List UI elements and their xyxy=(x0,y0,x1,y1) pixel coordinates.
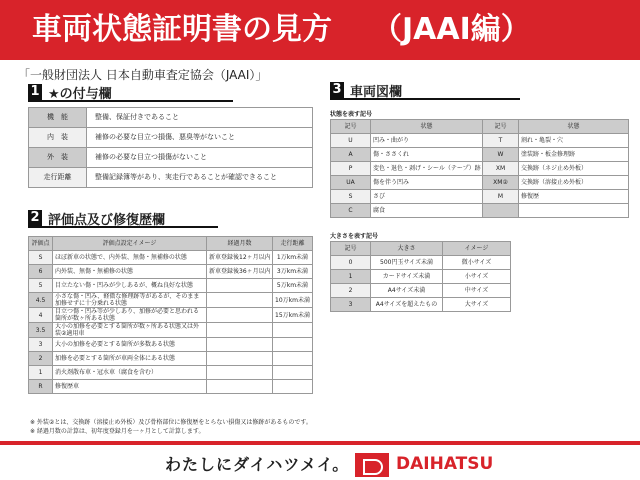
table-cell: S xyxy=(29,251,53,265)
table-cell: 変色・退色・剥げ・シール（テープ）跡 xyxy=(371,162,483,176)
star-table xyxy=(28,107,313,188)
size-symbols-table xyxy=(330,241,511,312)
table-cell: 大小の加修を必要とする箇所が多数ある状態 xyxy=(53,338,207,352)
table-cell xyxy=(207,279,273,293)
table-cell xyxy=(273,338,313,352)
table-row xyxy=(29,128,313,148)
section-number: 3 xyxy=(330,82,344,98)
table-cell: A xyxy=(331,148,371,162)
table-cell: 凹み・曲がり xyxy=(371,134,483,148)
table-row xyxy=(331,162,629,176)
table-cell: W xyxy=(483,148,519,162)
table-cell: S xyxy=(331,190,371,204)
column-header: 経過月数 xyxy=(207,237,273,251)
table-cell: 500円玉サイズ未満 xyxy=(371,256,443,270)
column-header: 大きさ xyxy=(371,242,443,256)
table-cell: 交換跡（ネジ止め外板） xyxy=(519,162,629,176)
table-cell: A4サイズ未満 xyxy=(371,284,443,298)
row-value: 整備、保証付きであること xyxy=(87,108,313,128)
table-cell: U xyxy=(331,134,371,148)
table-cell xyxy=(207,308,273,323)
table-cell: 10万km未満 xyxy=(273,293,313,308)
table-cell xyxy=(207,366,273,380)
table-row xyxy=(29,338,313,352)
organization: 「一般財団法人 日本自動車査定協会（JAAI）」 xyxy=(18,68,268,82)
brand-name: DAIHATSU xyxy=(396,454,494,474)
table-cell: 3万km未満 xyxy=(273,265,313,279)
table-row xyxy=(29,265,313,279)
daihatsu-logo-icon xyxy=(355,453,389,477)
table-cell: 4.5 xyxy=(29,293,53,308)
table-row xyxy=(331,176,629,190)
table-cell xyxy=(519,204,629,218)
table-cell xyxy=(207,338,273,352)
table-cell: 目立たない傷・凹みが少しあるが、概ね良好な状態 xyxy=(53,279,207,293)
column-header: 評価点設定イメージ xyxy=(53,237,207,251)
row-label: 走行距離 xyxy=(29,168,87,188)
table-row xyxy=(331,204,629,218)
table-cell xyxy=(483,204,519,218)
table-cell: 塗装跡・板金修理跡 xyxy=(519,148,629,162)
table-cell: 3 xyxy=(29,338,53,352)
table-cell: 2 xyxy=(331,284,371,298)
row-value: 補修の必要な目立つ損傷、悪臭等がないこと xyxy=(87,128,313,148)
table-cell: UA xyxy=(331,176,371,190)
column-header: 走行距離 xyxy=(273,237,313,251)
table-cell: 1万km未満 xyxy=(273,251,313,265)
table-cell: 傷・ささくれ xyxy=(371,148,483,162)
divider xyxy=(0,441,640,445)
table-cell: 消火剤散布車・冠水車（腐食を含む） xyxy=(53,366,207,380)
table-cell: P xyxy=(331,162,371,176)
table-cell: 内外装、無傷・無補修の状態 xyxy=(53,265,207,279)
table-cell: 0 xyxy=(331,256,371,270)
table-cell: 4 xyxy=(29,308,53,323)
table-row xyxy=(29,308,313,323)
section-title: 評価点及び修復歴欄 xyxy=(48,212,166,228)
section-title: ★の付与欄 xyxy=(48,86,112,102)
table-cell xyxy=(207,352,273,366)
table-cell: M xyxy=(483,190,519,204)
table-cell: 大サイズ xyxy=(443,298,511,312)
table-cell: ほぼ新車の状態で、内外装、無傷・無補修の状態 xyxy=(53,251,207,265)
footnotes xyxy=(30,418,312,436)
table-cell: 5万km未満 xyxy=(273,279,313,293)
table-row xyxy=(29,108,313,128)
column-header: イメージ xyxy=(443,242,511,256)
header-row xyxy=(29,237,313,251)
table-row xyxy=(331,148,629,162)
table-cell: 割れ・亀裂・穴 xyxy=(519,134,629,148)
table-cell: 大小の加修を必要とする箇所が数ヶ所ある状態又は外装②適用車 xyxy=(53,323,207,338)
section-title: 車両図欄 xyxy=(350,84,403,100)
section2-heading xyxy=(28,210,218,228)
column-header: 状態 xyxy=(519,120,629,134)
row-label: 内 装 xyxy=(29,128,87,148)
section-number: 1 xyxy=(28,84,42,100)
table-row xyxy=(331,190,629,204)
table-cell xyxy=(273,352,313,366)
state-symbols-label: 状態を表す記号 xyxy=(330,111,373,118)
row-label: 機 能 xyxy=(29,108,87,128)
table-cell: 新車登録後36ヶ月以内 xyxy=(207,265,273,279)
size-symbols-label: 大きさを表す記号 xyxy=(330,233,379,240)
section-number: 2 xyxy=(28,210,42,226)
page-subtitle: （JAAI編） xyxy=(372,12,531,47)
table-cell xyxy=(207,293,273,308)
table-row xyxy=(331,298,511,312)
row-value: 整備記録簿等があり、実走行であることが確認できること xyxy=(87,168,313,188)
table-cell: T xyxy=(483,134,519,148)
table-cell: 3 xyxy=(331,298,371,312)
section1-heading xyxy=(28,84,233,102)
table-cell: C xyxy=(331,204,371,218)
table-cell: 小サイズ xyxy=(443,270,511,284)
table-cell xyxy=(273,366,313,380)
table-row xyxy=(29,323,313,338)
table-cell: 加修を必要とする箇所が車両全体にある状態 xyxy=(53,352,207,366)
table-cell: XM② xyxy=(483,176,519,190)
section3-heading xyxy=(330,82,520,100)
table-cell: 交換跡（溶接止め外板） xyxy=(519,176,629,190)
table-cell xyxy=(273,380,313,394)
table-row xyxy=(29,352,313,366)
column-header: 状態 xyxy=(371,120,483,134)
table-cell: 修復歴車 xyxy=(53,380,207,394)
table-cell: カードサイズ未満 xyxy=(371,270,443,284)
row-value: 補修の必要な目立つ損傷がないこと xyxy=(87,148,313,168)
table-row xyxy=(29,293,313,308)
footnote: ※ 外装②とは、交換跡（溶接止め外板）及び骨格部位に修復歴をとらない損傷又は修跡があるものです。 xyxy=(30,419,312,426)
table-cell: 腐食 xyxy=(371,204,483,218)
table-cell: さび xyxy=(371,190,483,204)
table-cell: A4サイズを超えたもの xyxy=(371,298,443,312)
table-cell xyxy=(273,323,313,338)
table-row xyxy=(331,256,511,270)
table-cell xyxy=(207,380,273,394)
table-row xyxy=(29,366,313,380)
table-cell: 微小サイズ xyxy=(443,256,511,270)
table-cell: 6 xyxy=(29,265,53,279)
table-cell: 1 xyxy=(29,366,53,380)
footnote: ※ 経過月数の計算は、初年度登録月を一ヶ月として計算します。 xyxy=(30,428,205,435)
table-row xyxy=(29,380,313,394)
title-banner xyxy=(0,0,640,60)
table-row xyxy=(29,148,313,168)
table-row xyxy=(331,284,511,298)
table-cell: 中サイズ xyxy=(443,284,511,298)
table-cell: 3.5 xyxy=(29,323,53,338)
column-header: 評価点 xyxy=(29,237,53,251)
table-cell: 5 xyxy=(29,279,53,293)
table-cell xyxy=(207,323,273,338)
table-row xyxy=(331,134,629,148)
table-row xyxy=(29,279,313,293)
table-cell: 傷を伴う凹み xyxy=(371,176,483,190)
table-cell: 2 xyxy=(29,352,53,366)
table-row xyxy=(29,168,313,188)
table-row xyxy=(331,270,511,284)
evaluation-table xyxy=(28,236,313,394)
column-header: 記号 xyxy=(331,120,371,134)
table-row xyxy=(29,251,313,265)
slogan-logo: わたしにダイハツメイ。 xyxy=(165,455,350,474)
table-cell: XM xyxy=(483,162,519,176)
header-row xyxy=(331,120,629,134)
table-cell: 15万km未満 xyxy=(273,308,313,323)
column-header: 記号 xyxy=(483,120,519,134)
table-cell: 目立つ傷・凹み等が少しあり、加修が必要と思われる箇所が数ヶ所ある状態 xyxy=(53,308,207,323)
row-label: 外 装 xyxy=(29,148,87,168)
table-cell: 修復歴 xyxy=(519,190,629,204)
table-cell: 1 xyxy=(331,270,371,284)
state-symbols-table xyxy=(330,119,629,218)
header-row xyxy=(331,242,511,256)
table-cell: 新車登録後12ヶ月以内 xyxy=(207,251,273,265)
table-cell: R xyxy=(29,380,53,394)
page-title: 車両状態証明書の見方 xyxy=(32,12,332,47)
table-cell: 小さな傷・凹み、軽微な修理跡等があるが、そのまま加修せずに十分乗れる状態 xyxy=(53,293,207,308)
column-header: 記号 xyxy=(331,242,371,256)
